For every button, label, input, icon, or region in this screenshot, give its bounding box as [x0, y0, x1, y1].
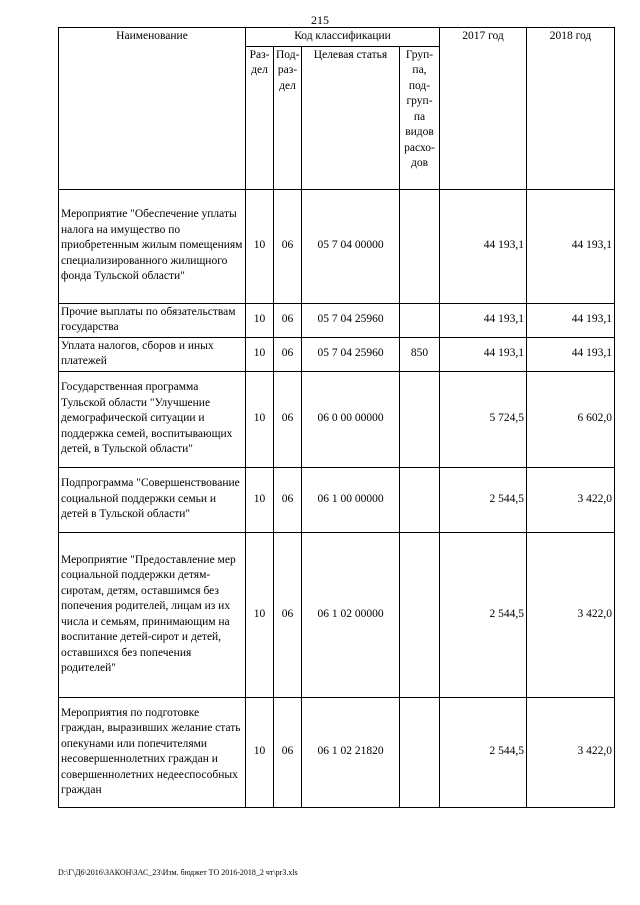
row-section: 10 [246, 697, 274, 807]
row-expense-group [400, 303, 440, 337]
header-expense-group: Груп- па, под- груп- па видов расхо- дов [400, 46, 440, 189]
row-name: Мероприятие "Предоставление мер социальной поддержки детям-сиротам, детям, оставшимся без попечения родителей, лицам из их числа и семьям, принимающим на воспитание детей-сирот и детей, оставшихся без попечения родителей" [59, 532, 246, 697]
budget-table [58, 27, 615, 808]
row-expense-group [400, 371, 440, 467]
row-target-article: 06 0 00 00000 [302, 371, 400, 467]
row-target-article: 06 1 02 00000 [302, 532, 400, 697]
row-section: 10 [246, 337, 274, 371]
row-amount-2018: 6 602,0 [527, 371, 615, 467]
row-subsection: 06 [274, 303, 302, 337]
row-name: Подпрограмма "Совершенствование социальной поддержки семьи и детей в Тульской области" [59, 467, 246, 532]
row-amount-2017: 2 544,5 [440, 467, 527, 532]
row-name: Мероприятия по подготовке граждан, выразивших желание стать опекунами или попечителями несовершеннолетних граждан и совершеннолетних недееспособных граждан [59, 697, 246, 807]
row-target-article: 05 7 04 00000 [302, 189, 400, 303]
row-section: 10 [246, 371, 274, 467]
row-expense-group [400, 697, 440, 807]
row-name: Государственная программа Тульской области "Улучшение демографической ситуации и поддержка семей, воспитывающих детей, в Тульской области" [59, 371, 246, 467]
header-classification: Код классификации [246, 28, 440, 47]
row-amount-2018: 3 422,0 [527, 697, 615, 807]
header-year-2018: 2018 год [527, 28, 615, 190]
row-target-article: 06 1 02 21820 [302, 697, 400, 807]
row-amount-2017: 44 193,1 [440, 337, 527, 371]
row-section: 10 [246, 189, 274, 303]
header-year-2017: 2017 год [440, 28, 527, 190]
header-subsection: Под- раз- дел [274, 46, 302, 189]
row-amount-2018: 44 193,1 [527, 337, 615, 371]
row-subsection: 06 [274, 467, 302, 532]
table-row [59, 189, 615, 303]
row-amount-2018: 44 193,1 [527, 189, 615, 303]
row-name: Уплата налогов, сборов и иных платежей [59, 337, 246, 371]
header-target-article: Целевая статья [302, 46, 400, 189]
table-row [59, 467, 615, 532]
table-row [59, 697, 615, 807]
row-section: 10 [246, 467, 274, 532]
header-section: Раз- дел [246, 46, 274, 189]
table-row [59, 532, 615, 697]
row-target-article: 05 7 04 25960 [302, 303, 400, 337]
row-section: 10 [246, 303, 274, 337]
row-name: Мероприятие "Обеспечение уплаты налога на имущество по приобретенным жилым помещениям специализированного жилищного фонда Тульской области" [59, 189, 246, 303]
row-subsection: 06 [274, 697, 302, 807]
row-expense-group [400, 189, 440, 303]
page-number: 215 [311, 13, 329, 27]
row-subsection: 06 [274, 371, 302, 467]
row-expense-group [400, 532, 440, 697]
row-subsection: 06 [274, 189, 302, 303]
row-amount-2017: 44 193,1 [440, 303, 527, 337]
row-name: Прочие выплаты по обязательствам государства [59, 303, 246, 337]
row-amount-2017: 2 544,5 [440, 532, 527, 697]
row-expense-group: 850 [400, 337, 440, 371]
row-amount-2017: 5 724,5 [440, 371, 527, 467]
row-target-article: 05 7 04 25960 [302, 337, 400, 371]
footer-file-path: D:\Г\Д6\2016\ЗАКОН\ЗАС_23\Изм. бюджет ТО 2016-2018_2 чт\pr3.xls [58, 868, 298, 877]
row-subsection: 06 [274, 532, 302, 697]
row-amount-2018: 44 193,1 [527, 303, 615, 337]
row-amount-2018: 3 422,0 [527, 467, 615, 532]
row-expense-group [400, 467, 440, 532]
table-row [59, 337, 615, 371]
table-row [59, 303, 615, 337]
row-amount-2017: 44 193,1 [440, 189, 527, 303]
row-target-article: 06 1 00 00000 [302, 467, 400, 532]
row-amount-2018: 3 422,0 [527, 532, 615, 697]
header-name: Наименование [59, 28, 246, 190]
row-subsection: 06 [274, 337, 302, 371]
row-amount-2017: 2 544,5 [440, 697, 527, 807]
table-row [59, 371, 615, 467]
row-section: 10 [246, 532, 274, 697]
